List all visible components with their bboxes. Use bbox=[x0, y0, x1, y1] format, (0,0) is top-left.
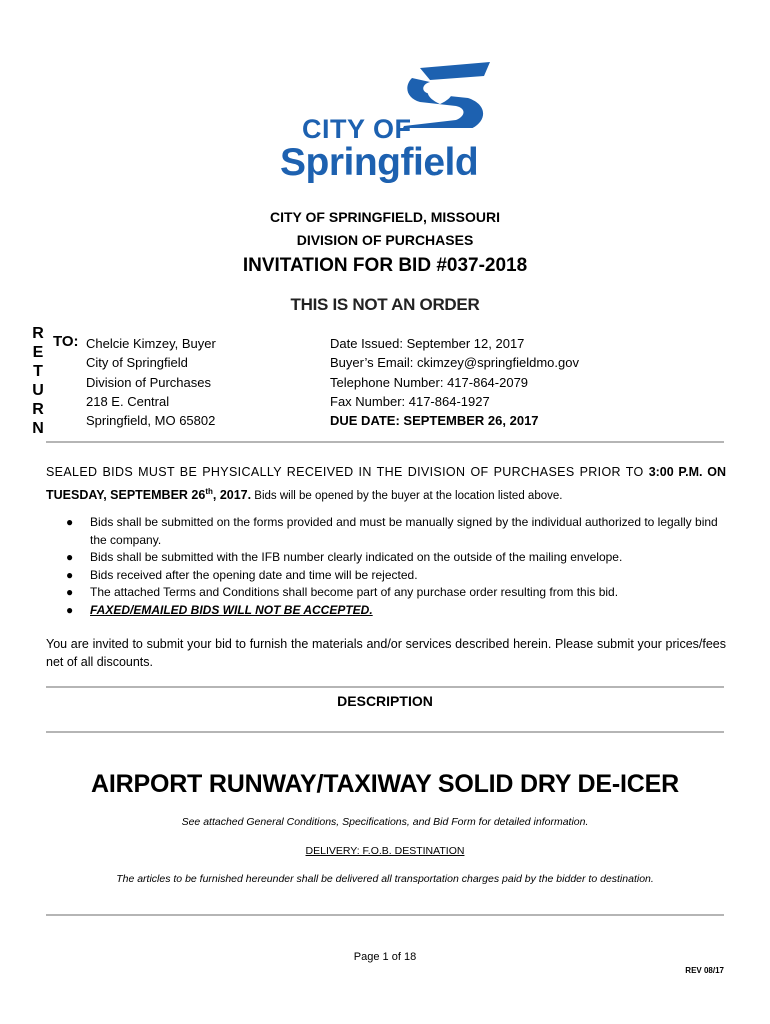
due-date: DUE DATE: SEPTEMBER 26, 2017 bbox=[330, 413, 539, 429]
not-an-order-notice: THIS IS NOT AN ORDER bbox=[290, 295, 480, 314]
sealed-bids-paragraph bbox=[46, 463, 726, 506]
to-label: TO: bbox=[53, 333, 79, 350]
sealed-bids-rest: Bids will be opened by the buyer at the location listed above. bbox=[251, 490, 563, 503]
list-item bbox=[46, 602, 726, 620]
address-line: Springfield, MO 65802 bbox=[86, 413, 216, 429]
bullet-icon: ● bbox=[66, 602, 74, 617]
list-item-text: The attached Terms and Conditions shall become part of any purchase order resulting from this bid. bbox=[90, 585, 619, 599]
return-letter: U bbox=[32, 382, 44, 399]
page-number: Page 1 of 18 bbox=[353, 951, 417, 963]
list-item bbox=[46, 514, 726, 549]
return-letter: E bbox=[32, 344, 44, 361]
divider bbox=[46, 686, 724, 688]
list-item-text: FAXED/EMAILED BIDS WILL NOT BE ACCEPTED. bbox=[90, 602, 373, 617]
return-letter: R bbox=[32, 401, 44, 418]
list-item-text: Bids shall be submitted on the forms provided and must be manually signed by the individual authorized to legally bind the company. bbox=[90, 515, 718, 547]
list-item bbox=[46, 549, 726, 567]
return-letter: R bbox=[32, 325, 44, 342]
see-attached-note: See attached General Conditions, Specifications, and Bid Form for detailed information. bbox=[181, 816, 589, 828]
delivery-terms: DELIVERY: F.O.B. DESTINATION bbox=[305, 845, 465, 857]
bid-info bbox=[330, 334, 579, 430]
address-line: City of Springfield bbox=[86, 355, 188, 371]
fax-number: Fax Number: 417-864-1927 bbox=[330, 393, 490, 409]
return-vertical-label bbox=[30, 324, 46, 438]
articles-note: The articles to be furnished hereunder shall be delivered all transportation charges paid by the bidder to destination. bbox=[116, 873, 654, 885]
header-city: CITY OF SPRINGFIELD, MISSOURI bbox=[270, 209, 500, 225]
list-item-text: Bids shall be submitted with the IFB number clearly indicated on the outside of the mailing envelope. bbox=[90, 550, 623, 564]
bid-item-title: AIRPORT RUNWAY/TAXIWAY SOLID DRY DE-ICER bbox=[91, 770, 679, 798]
divider bbox=[46, 914, 724, 916]
revision-label: REV 08/17 bbox=[685, 966, 724, 975]
sealed-bids-sup: th bbox=[205, 487, 213, 496]
telephone-number: Telephone Number: 417-864-2079 bbox=[330, 374, 529, 390]
bullet-icon: ● bbox=[66, 515, 74, 529]
logo-city-of-text: CITY OF bbox=[302, 114, 412, 144]
sealed-bids-lead: SEALED BIDS MUST BE PHYSICALLY RECEIVED IN THE DIVISION OF PURCHASES PRIOR TO bbox=[46, 465, 649, 479]
sealed-bids-year: , 2017. bbox=[212, 488, 252, 503]
city-logo bbox=[280, 58, 492, 192]
invitation-title: INVITATION FOR BID #037-2018 bbox=[242, 255, 528, 276]
address-line: 218 E. Central bbox=[86, 393, 170, 409]
bullet-icon: ● bbox=[66, 585, 74, 599]
sealed-bids-time: 3:00 P.M. ON TUESDAY, SEPTEMBER 26 bbox=[46, 465, 726, 503]
bid-rules-list bbox=[46, 514, 726, 619]
header-division: DIVISION OF PURCHASES bbox=[296, 232, 474, 248]
return-letter: N bbox=[32, 420, 44, 437]
divider bbox=[46, 441, 724, 443]
divider bbox=[46, 731, 724, 733]
logo-springfield-text: Springfield bbox=[280, 141, 479, 184]
bullet-icon: ● bbox=[66, 550, 74, 564]
address-line: Division of Purchases bbox=[86, 374, 211, 390]
list-item-text: Bids received after the opening date and time will be rejected. bbox=[90, 567, 418, 582]
return-address bbox=[86, 334, 216, 430]
date-issued: Date Issued: September 12, 2017 bbox=[330, 336, 525, 351]
list-item bbox=[46, 584, 726, 602]
buyer-email: Buyer’s Email: ckimzey@springfieldmo.gov bbox=[330, 355, 579, 371]
list-item bbox=[46, 567, 726, 585]
return-letter: T bbox=[33, 363, 43, 380]
description-heading: DESCRIPTION bbox=[337, 693, 433, 709]
bullet-icon: ● bbox=[66, 567, 74, 582]
address-line: Chelcie Kimzey, Buyer bbox=[86, 336, 216, 351]
invitation-paragraph: You are invited to submit your bid to furnish the materials and/or services described herein. Please submit your prices/fees net of all discounts. bbox=[46, 637, 726, 669]
